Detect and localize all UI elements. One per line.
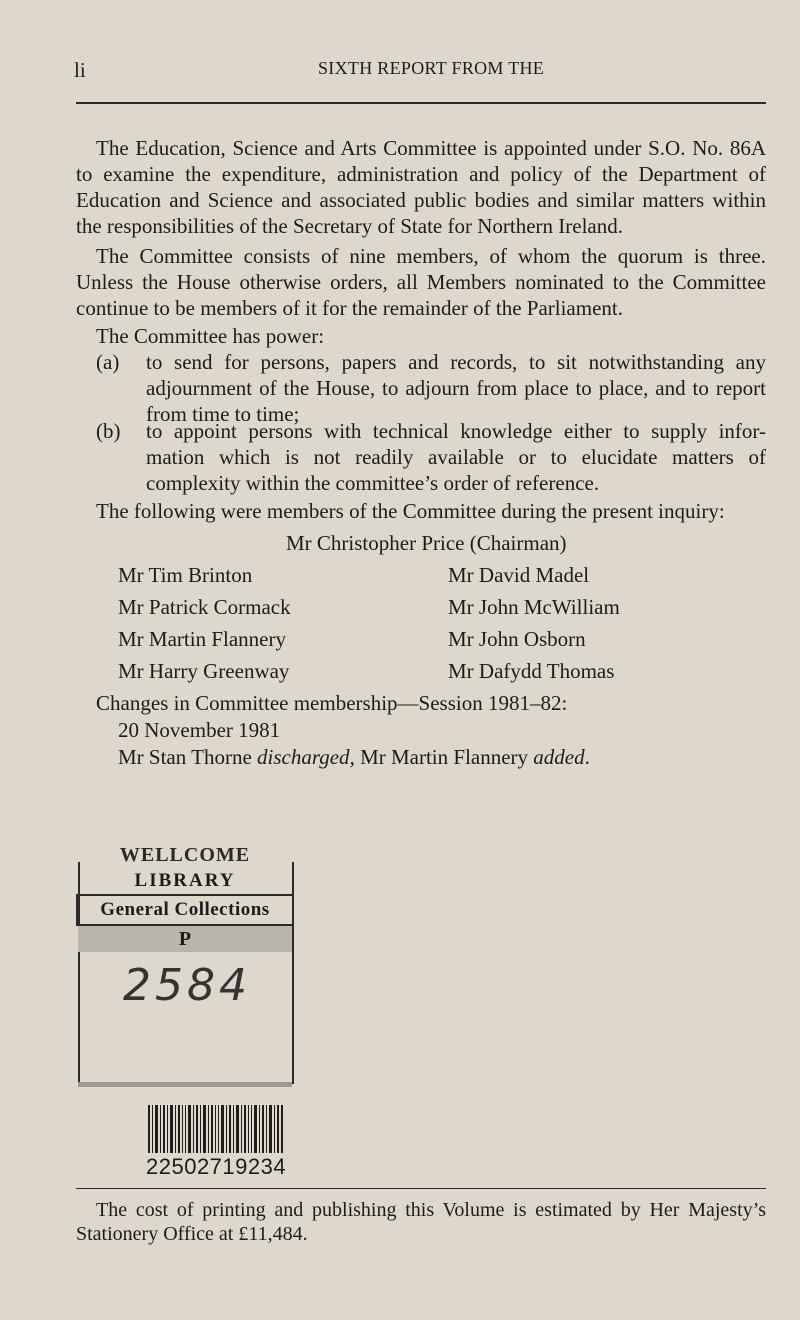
- power-item-a: [96, 349, 766, 427]
- stamp-library-label: LIBRARY: [134, 870, 236, 891]
- member-left: Mr Tim Brinton: [118, 563, 253, 587]
- changes-end: .: [584, 745, 590, 769]
- member-right: Mr Dafydd Thomas: [448, 659, 615, 683]
- page-number: li: [74, 58, 86, 82]
- power-marker: (b): [96, 419, 121, 443]
- barcode-number: 22502719234: [146, 1154, 287, 1179]
- barcode-icon: [148, 1105, 284, 1153]
- stamp-underbar: [78, 1082, 292, 1087]
- power-text: to appoint persons with technical knowledge either to supply infor-mation which is not readily available or to elucidate matters of complexity within the committee’s order of reference.: [146, 419, 766, 495]
- header-rule: [76, 102, 766, 104]
- powers-intro: The Committee has power:: [96, 324, 325, 348]
- power-marker: (a): [96, 350, 120, 374]
- power-item-b: [96, 418, 766, 496]
- member-left: Mr Patrick Cormack: [118, 595, 291, 619]
- changes-verb: discharged: [257, 745, 350, 769]
- stamp-shelf-letter: P: [78, 926, 292, 952]
- changes-name: , Mr Martin Flannery: [349, 745, 534, 769]
- changes-name: Mr Stan Thorne: [118, 745, 258, 769]
- stamp-library-name: WELLCOME: [119, 844, 251, 866]
- member-right: Mr John Osborn: [448, 627, 586, 651]
- running-title: SIXTH REPORT FROM THE: [318, 58, 545, 78]
- chairman: Mr Christopher Price (Chairman): [286, 531, 567, 555]
- members-intro: The following were members of the Committee during the present inquiry:: [96, 499, 725, 523]
- member-left: Mr Martin Flannery: [118, 627, 286, 651]
- page-header: [0, 58, 800, 88]
- changes-heading: Changes in Committee membership—Session 1981–82:: [96, 691, 568, 715]
- library-stamp: [72, 838, 298, 1084]
- stamp-collection: General Collections: [76, 894, 294, 926]
- power-text: to send for persons, papers and records, to sit notwithstanding any adjournment of the House, to adjourn from place to place, and to report from time to time;: [146, 350, 766, 426]
- member-left: Mr Harry Greenway: [118, 659, 290, 683]
- changes-verb: added: [533, 745, 585, 769]
- composition-paragraph: The Committee consists of nine members, of whom the quorum is three. Unless the House otherwise orders, all Members nominated to the Committee continue to be members of it for the remainder of the Parliament.: [76, 244, 766, 320]
- footer-rule: [76, 1188, 766, 1189]
- stamp-handwritten-number: 2584: [123, 960, 251, 1011]
- member-right: Mr David Madel: [448, 563, 590, 587]
- changes-date: 20 November 1981: [118, 718, 281, 742]
- cost-note: The cost of printing and publishing this Volume is estimated by Her Majesty’s Stationery Office at £11,484.: [76, 1199, 766, 1245]
- changes-detail: [118, 744, 590, 770]
- member-right: Mr John McWilliam: [448, 595, 620, 619]
- appointment-paragraph: The Education, Science and Arts Committee is appointed under S.O. No. 86A to examine the expenditure, administration and policy of the Department of Education and Science and associated public bodies and similar matters within the responsibilities of the Secretary of State for Northern Ireland.: [76, 136, 766, 238]
